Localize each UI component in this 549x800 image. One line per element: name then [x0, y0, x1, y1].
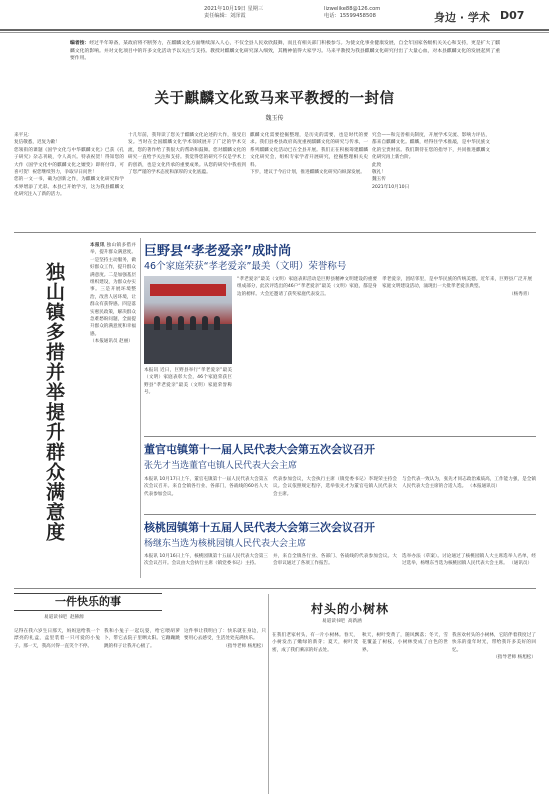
- honor-photo: [144, 276, 232, 364]
- footer-right-author: 高新涵: [347, 619, 362, 624]
- footer-left-column-1: 记得在我六岁生日那天，妈妈送给我一个漂亮的礼盒，盒里装着一只可爱的小兔子。那一天，我高兴得一直笑个不停。: [14, 629, 100, 649]
- photo-banner: [150, 284, 226, 296]
- column-divider: [268, 594, 269, 794]
- dongli-footer: （本报通讯员）: [467, 484, 500, 490]
- editor-note-label: 编者按：: [70, 41, 90, 46]
- footer-left-column-2: 我和小兔子一起玩耍，给它喂胡萝卜，带它去院子里晒太阳。它蹦蹦跳跳的样子让我开心极了。: [104, 629, 180, 649]
- section-divider: [144, 514, 536, 515]
- hexiyuan-subheadline: 杨继东当选为核桃园镇人民代表大会主席: [144, 539, 307, 549]
- footer-left-author: 赵赫源: [69, 615, 84, 620]
- footer-right-column-3-text: 我喜欢村头的小树林，它陪伴着我度过了快乐的童年时光，带给我许多美好的回忆。: [452, 633, 536, 653]
- header-date: 2021年10月19日 星期三 责任编辑：刘泽霞: [204, 6, 264, 20]
- header-contact: lizwelike88@126.com 电话：15599458508: [324, 6, 381, 20]
- footer-left-column-3-text: 这件事让我明白了：快乐就在身边，只要用心去感受，生活处处充满快乐。: [184, 629, 266, 642]
- hexiyuan-column-3: [402, 553, 536, 585]
- section-name: 身边 · 学术: [434, 11, 490, 24]
- footer-left-school: 易道读书吧: [44, 615, 67, 620]
- photo-person: [190, 316, 196, 330]
- footer-left-teacher: （指导老师 杨旭松）: [223, 643, 266, 649]
- honor-headline: 巨野县“孝老爱亲”成时尚: [144, 244, 292, 259]
- photo-person: [166, 316, 172, 330]
- letter-column-4: 究会——和完善相关制度，开展学术交流、影响力评估，都来自麒麟文化。麒麟，经得住学术推敲，是中华民族文化的宝贵财富。我们期待在您的指导下，共同推进麒麟文化研究再上新台阶。 此致 敬礼！ 魏玉传 2021年10月10日: [372, 133, 490, 190]
- section-divider: [14, 588, 536, 589]
- photo-person: [178, 316, 184, 330]
- photo-audience: [144, 324, 232, 364]
- page-number: D07: [500, 9, 525, 22]
- footer-right-column-1: 在我们老家村头，有一片小树林。春天，小树发出了嫩绿的新芽；夏天，树叶茂密，成了我们乘凉的好去处。: [272, 633, 358, 653]
- dongli-subheadline: 张先才当选董官屯镇人民代表大会主席: [144, 461, 298, 471]
- honor-column-2: [382, 276, 532, 426]
- header-rule-thin: [0, 32, 549, 33]
- sidebar-title: 独山镇多措并举提升群众满意度: [43, 262, 65, 542]
- column-divider: [140, 238, 141, 578]
- letter-author: 魏玉传: [265, 115, 284, 122]
- footer-left-title: 一件快乐的事: [14, 593, 162, 611]
- letter-column-3: 麒麟文化需要挖掘整理，是历史的需要，也是时代的要求。我们县委县政府高度重视麒麟文化的研究与传承，一系列麒麟文化活动已在全县开展。我们正在积极筹建麒麟文化研究会，组织专家学者开展研究，挖掘整理相关史料。 下步，建议于今后计划，推进麒麟文化研究向纵深发展。: [250, 133, 368, 176]
- footer-left-column-3: [184, 628, 266, 796]
- photo-person: [214, 316, 220, 330]
- sidebar-footer: （本报通讯员 赵丽）: [90, 339, 133, 345]
- hexiyuan-column-2: 并，来自全镇各行业、各部门、各战线的代表参加会议。大会审议通过了各项工作报告。: [273, 554, 397, 567]
- honor-photo-caption: 本报讯 近日，巨野县举行“孝老爱亲”最美（文明）家庭表彰大会，46个家庭荣获巨野县“孝老爱亲”最美（文明）家庭荣誉称号。: [144, 368, 232, 396]
- hexiyuan-headline: 核桃园镇第十五届人民代表大会第三次会议召开: [144, 521, 375, 534]
- section-divider: [144, 436, 536, 437]
- dongli-column-3-text: 与会代表一致认为，张先才同志政治素质高，工作能力强，是全镇人民代表大会主席的合适人选。: [402, 477, 536, 490]
- hexiyuan-column-1: 本报讯 10月16日上午，核桃园镇第十五届人民代表大会第三次会议召开。会议由大会执行主席（镇党委书记）主持。: [144, 554, 268, 567]
- footer-right-school: 易道读书吧: [322, 619, 345, 624]
- sidebar-body: 独山镇多措并举，提升群众满意度。一是坚持主动服务，做好群众工作，提升群众满意度。二是加强基层组织建设，为群众办实事。三是开展环境整治，改善人居环境，让群众有获得感。四是落实惠民政策，解决群众急难愁盼问题，全面提升群众的满意度和幸福感。: [90, 243, 136, 337]
- letter-title: 关于麒麟文化致马来平教授的一封信: [154, 91, 395, 107]
- dongli-column-3: [402, 476, 536, 512]
- editor-note: [70, 40, 500, 63]
- footer-right-teacher: （指导老师 杨旭松）: [493, 655, 536, 661]
- footer-right-title: 村头的小树林: [310, 602, 389, 616]
- honor-footer: （杨秀青）: [509, 291, 532, 297]
- dongli-headline: 董官屯镇第十一届人民代表大会第五次会议召开: [144, 443, 375, 456]
- honor-column-1: “孝老爱亲”最美（文明）家庭表彰活动是巨野县精神文明建设的重要组成部分，此次评选出的46户“孝老爱亲”最美（文明）家庭，都是身边的榜样。大会还邀请了获奖家庭代表发言。: [237, 277, 377, 297]
- sidebar-byline: 本报讯: [90, 243, 105, 248]
- hexiyuan-footer: （通讯员）: [509, 561, 533, 567]
- hexiyuan-column-3-text: 选举办法（草案）。讨论通过了核桃园镇人大主席选举人名单，经过选举，杨继东当选为核桃园镇人民代表大会主席。: [402, 554, 536, 567]
- photo-person: [202, 316, 208, 330]
- dongli-column-2: 代表参加会议，大会执行主席（镇党委书记）李现荣主持会议。会议依照规定程序，选举张先才为董官屯镇人民代表大会主席。: [273, 477, 397, 497]
- sidebar-text: [90, 242, 136, 572]
- header-rule: [0, 29, 549, 31]
- letter-column-1: 来平兄： 复信敬悉，迟复为歉！ 您领衔的课题《国学文化与中华麒麟文化》已获《孔子研究》杂志刊载，令人高兴。特表祝贺！得知您的大作《国学文化中的麒麟文化之嬗变》即将付印，可喜可贺！祝您继续努力，争取早日问世！ 您的一文一书，确为创新之作，为麒麟文化研究和学术界增添了光彩。本县已开始学习，这为我县麒麟文化研究注入了新的活力。: [14, 133, 124, 198]
- letter-column-2: 十几年前，我拜读了您关于麒麟文化论述的大作，很受启发。当时在全国麒麟文化学术领域展开了广泛的学术交流，您的著作给了我很大的帮助和鼓舞。您对麒麟文化的研究一直给予关注和支持。我觉得您的研究不仅是学术上的创新，也是文化传承的重要成果。从您的研究中我看到了您严谨的学术态度和深厚的文化底蕴。: [128, 133, 246, 176]
- dongli-column-1: 本报讯 10月17日上午，董官屯镇第十一届人民代表大会第五次会议召开。来自全镇各行业、各部门，各战线的60名人大代表参加会议。: [144, 477, 268, 497]
- honor-column-2-text: 孝老爱亲，团结邻里，是中华民族的传统美德。近年来，巨野县广泛开展家庭文明建设活动，涌现出一大批孝老爱亲典型。: [382, 277, 532, 290]
- editor-note-text: 经过半年筹备，某政府将不断努力，在麒麟文化方面继续深入人心，不仅全县人民欢欣鼓舞，而且有相关部门积极参与。为使文化事业健康发展，自全年国家各级机关关心和支持，更是扩大了麒麟文化的影响。并对文化项目中的许多文化活动予以关注与支持。教授对麒麟文化研究深入细致，其精神值得大家学习。马来平教授为我县麒麟文化研究付出了大量心血，对本县麒麟文化的发展起到了重要作用。: [70, 41, 500, 62]
- photo-person: [154, 316, 160, 330]
- footer-left-byline: [44, 614, 84, 621]
- section-divider: [14, 232, 536, 233]
- footer-right-column-2: 秋天，树叶变黄了，随风飘落；冬天，雪花覆盖了树枝，小树林变成了白色的世界。: [362, 633, 448, 653]
- honor-subheadline: 46个家庭荣获“孝老爱亲”最美（文明）荣誉称号: [144, 261, 347, 272]
- footer-right-column-3: [452, 632, 536, 796]
- footer-right-byline: [322, 618, 362, 625]
